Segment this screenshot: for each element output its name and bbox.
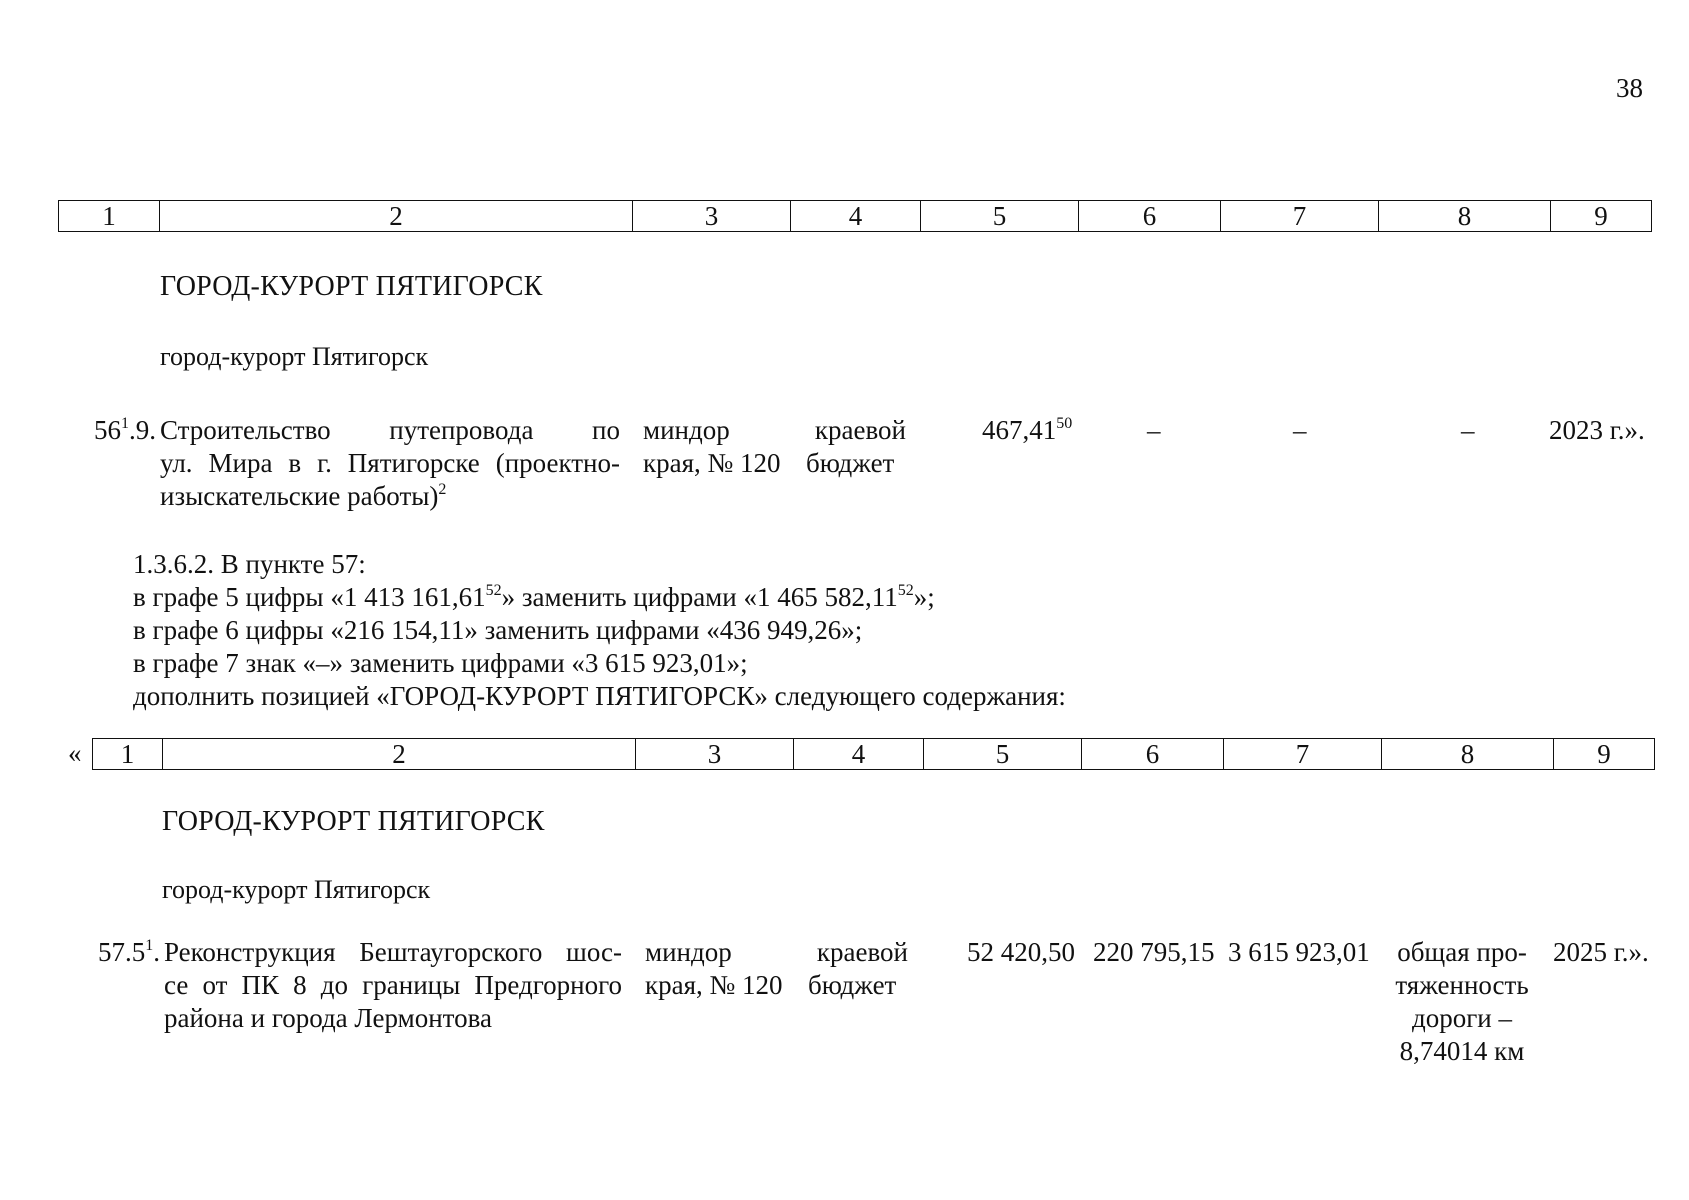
opening-quote: «: [68, 738, 82, 768]
budget-cell: [806, 414, 906, 480]
col9-value: 2023 г.».: [1549, 415, 1645, 445]
column-header-cell: 5: [923, 739, 1081, 769]
column-header-cell: 9: [1550, 201, 1651, 231]
budget-line: бюджет: [808, 970, 897, 1000]
col6-value: 220 795,15: [1093, 937, 1215, 967]
column-header-cell: 9: [1553, 739, 1654, 769]
instruction-line: в графе 7 знак «–» заменить цифрами «3 615 923,01»;: [133, 648, 748, 678]
row-number-tail: .: [153, 937, 160, 967]
instruction-line: [133, 581, 1066, 614]
instruction-text: в графе 5 цифры «1 413 161,61: [133, 582, 486, 612]
column-header-cell: 1: [120, 738, 135, 769]
col6-value: –: [1147, 415, 1161, 445]
description-line: Строительство путепровода по: [160, 415, 620, 445]
row-number-main: 57.5: [98, 937, 146, 967]
customer-line: миндор: [645, 937, 732, 967]
budget-line: бюджет: [806, 448, 895, 478]
description-line-last: [160, 480, 620, 513]
customer-line: края, № 120: [643, 448, 781, 478]
column-header-cell: 3: [632, 201, 790, 231]
row-description: [160, 414, 620, 513]
row-number: [66, 414, 156, 447]
column-header-cell: 2: [159, 201, 632, 231]
subsection-title: город-курорт Пятигорск: [162, 875, 431, 904]
row-description: [164, 936, 622, 1035]
section-title: ГОРОД-КУРОРТ ПЯТИГОРСК: [160, 271, 543, 302]
col8-value: [1392, 936, 1532, 1068]
instruction-line: в графе 6 цифры «216 154,11» заменить цифрами «436 949,26»;: [133, 615, 863, 645]
description-text: изыскательские работы): [160, 481, 439, 511]
customer-cell: [643, 414, 788, 480]
row-number-sup: 1: [145, 937, 154, 954]
column-header-cell: 4: [793, 739, 923, 769]
row-number: [66, 936, 160, 969]
col8-line: общая про-: [1397, 937, 1527, 967]
column-header-cell: 5: [920, 201, 1078, 231]
col5-value: 52 420,50: [967, 937, 1075, 967]
row-number-main: 56: [94, 415, 121, 445]
column-header-cell: 7: [1223, 739, 1381, 769]
column-header-row-1: [58, 200, 1652, 232]
page-number: 38: [1616, 73, 1643, 103]
column-header-cell: 6: [1081, 739, 1223, 769]
col7-value: –: [1293, 415, 1307, 445]
section-title: ГОРОД-КУРОРТ ПЯТИГОРСК: [162, 806, 545, 837]
col5-footnote: 50: [1056, 415, 1073, 432]
column-header-cell: 8: [1381, 739, 1553, 769]
col7-value: 3 615 923,01: [1228, 937, 1370, 967]
col8-line: 8,74014 км: [1399, 1036, 1525, 1066]
instruction-text: »;: [913, 582, 935, 612]
instruction-line: 1.3.6.2. В пункте 57:: [133, 549, 366, 579]
description-line: района и города Лермонтова: [164, 1003, 492, 1033]
column-header-cell: 1: [102, 200, 116, 231]
instruction-footnote: 52: [897, 582, 914, 599]
budget-cell: [808, 936, 908, 1002]
column-header-cell: 4: [790, 201, 920, 231]
col9-value: 2025 г.».: [1553, 937, 1649, 967]
col8-line: тяженность: [1395, 970, 1529, 1000]
description-line: ул. Мира в г. Пятигорске (проектно-: [160, 448, 620, 478]
column-header-cell: 3: [635, 739, 793, 769]
col5-value: [982, 414, 1072, 447]
description-line: се от ПК 8 до границы Предгорного: [164, 970, 622, 1000]
column-header-cell: 8: [1378, 201, 1550, 231]
row-number-tail: .9.: [129, 415, 156, 445]
description-line: Реконструкция Бештаугорского шос-: [164, 937, 622, 967]
budget-line: краевой: [816, 937, 908, 967]
column-header-row-2: [92, 738, 1655, 770]
customer-cell: [645, 936, 790, 1002]
instruction-footnote: 52: [485, 582, 502, 599]
amendment-instructions: [133, 548, 1066, 713]
col5-number: 467,41: [982, 415, 1057, 445]
instruction-line: дополнить позицией «ГОРОД-КУРОРТ ПЯТИГОРСК» следующего содержания:: [133, 681, 1066, 711]
column-header-cell: 7: [1220, 201, 1378, 231]
description-footnote: 2: [438, 481, 447, 498]
customer-line: края, № 120: [645, 970, 783, 1000]
subsection-title: город-курорт Пятигорск: [160, 342, 429, 371]
budget-line: краевой: [814, 415, 906, 445]
customer-line: миндор: [643, 415, 730, 445]
instruction-text: » заменить цифрами «1 465 582,11: [501, 582, 898, 612]
column-header-cell: 6: [1078, 201, 1220, 231]
col8-value: –: [1461, 415, 1475, 445]
row-number-sup: 1: [121, 415, 129, 432]
column-header-cell: 2: [162, 739, 635, 769]
col8-line: дороги –: [1411, 1003, 1512, 1033]
